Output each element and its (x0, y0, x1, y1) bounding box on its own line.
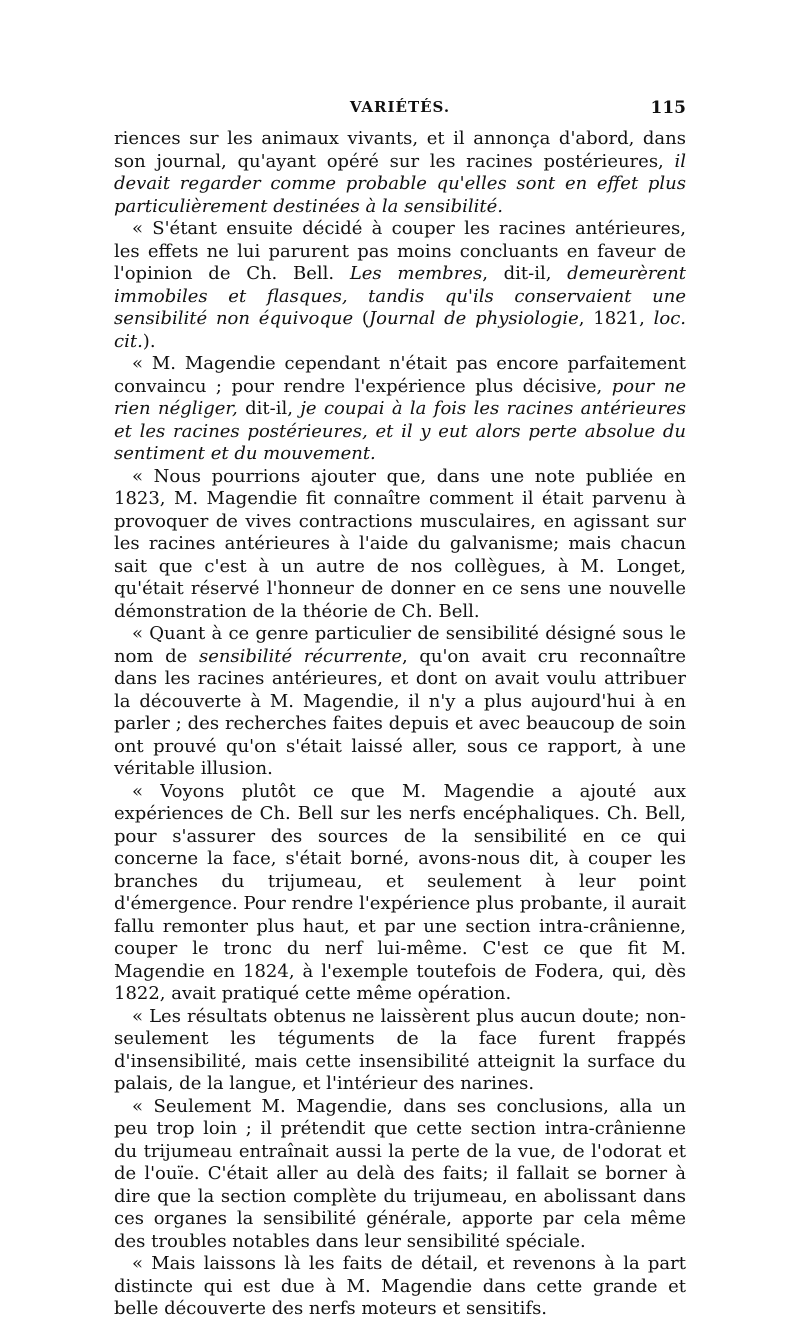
text-run: riences sur les animaux vivants, et il annonça d'abord, dans son journal, qu'ayant opéré sur les racines postérieures, (114, 128, 686, 172)
page-number: 115 (650, 98, 686, 118)
italic-text: loc. cit. (114, 308, 687, 352)
body-text (114, 128, 686, 1321)
running-head: VARIÉTÉS. (349, 98, 451, 116)
paragraph (114, 128, 686, 218)
italic-text: Journal de physiologie (368, 308, 579, 329)
text-run: « Les résultats obtenus ne laissèrent plus aucun doute; non-seulement les téguments de la face furent frappés d'insensibilité, mais cette insensibilité atteignit la surface du palais, de la langue, et l'intérieur des narines. (114, 1005, 686, 1094)
italic-text: je coupai à la fois les racines antérieures et les racines postérieures, et il y eut alors perte absolue du sentiment et du mouvement. (114, 398, 686, 464)
paragraph (114, 218, 686, 353)
text-run: ). (142, 330, 156, 352)
text-run: , 1821, (578, 308, 654, 329)
text-run: « Nous pourrions ajouter que, dans une note publiée en 1823, M. Magendie fit connaître comment il était parvenu à provoquer de vives contractions musculaires, en agissant sur les racines antérieures à l'aide du galvanisme; mais chacun sait que c'est à un autre de nos collègues, à M. Longet, qu'était réservé l'honneur de donner en ce sens une nouvelle démonstration de la théorie de Ch. Bell. (114, 465, 686, 622)
page-header (114, 98, 686, 128)
italic-text: pour ne rien négliger, (114, 375, 686, 419)
paragraph (114, 353, 686, 466)
paragraph (114, 466, 686, 624)
text-run: « M. Magendie cependant n'était pas encore parfaitement convaincu ; pour rendre l'expérience plus décisive, (114, 353, 686, 397)
text-run: dit-il, (237, 398, 301, 419)
paragraph (114, 1096, 686, 1254)
paragraph (114, 781, 686, 1006)
text-run: « Seulement M. Magendie, dans ses conclusions, alla un peu trop loin ; il prétendit que cette section intra-crânienne du trijumeau entraînait aussi la perte de la vue, de l'odorat et de l'ouïe. C'était aller au delà des faits; il fallait se borner à dire que la section complète du trijumeau, en abolissant dans ces organes la sensibilité générale, apporte par cela même des troubles notables dans leur sensibilité spéciale. (114, 1095, 686, 1252)
text-run: « Voyons plutôt ce que M. Magendie a ajouté aux expériences de Ch. Bell sur les nerfs encéphaliques. Ch. Bell, pour s'assurer des sources de la sensibilité en ce qui concerne la face, s'était borné, avons-nous dit, à couper les branches du trijumeau, et seulement à leur point d'émergence. Pour rendre l'expérience plus probante, il aurait fallu remonter plus haut, et par une section intra-crânienne, couper le tronc du nerf lui-même. C'est ce que fit M. Magendie en 1824, à l'exemple toutefois de Fodera, qui, dès 1822, avait pratiqué cette même opération. (114, 780, 686, 1004)
text-run: « S'étant ensuite décidé à couper les racines antérieures, les effets ne lui parurent pas moins concluants en faveur de l'opinion de Ch. Bell. (114, 218, 686, 284)
book-page (114, 98, 686, 1321)
paragraph (114, 1006, 686, 1096)
italic-text: Les membres (349, 263, 483, 284)
text-run: , qu'on avait cru reconnaître dans les racines antérieures, et dont on avait voulu attribuer la découverte à M. Magendie, il n'y a plus aujourd'hui à en parler ; des recherches faites depuis et avec beaucoup de soin ont prouvé qu'on s'était laissé aller, sous ce rapport, à une véritable illusion. (114, 645, 686, 779)
text-run: « Mais laissons là les faits de détail, et revenons à la part distincte qui est due à M. Magendie dans cette grande et belle découverte des nerfs moteurs et sensitifs. (114, 1253, 686, 1319)
italic-text: demeurèrent immobiles et flasques, tandis qu'ils conservaient une sensibilité non équivoque (114, 263, 686, 329)
paragraph (114, 1253, 686, 1321)
text-run: « Quant à ce genre particulier de sensibilité désigné sous le nom de (114, 623, 686, 667)
paragraph (114, 623, 686, 781)
italic-text: sensibilité récurrente (198, 645, 403, 667)
text-run: ( (353, 308, 369, 329)
text-run: , dit-il, (482, 263, 568, 284)
italic-text: il devait regarder comme probable qu'elles sont en effet plus particulièrement destinées à la sensibilité. (114, 150, 686, 217)
